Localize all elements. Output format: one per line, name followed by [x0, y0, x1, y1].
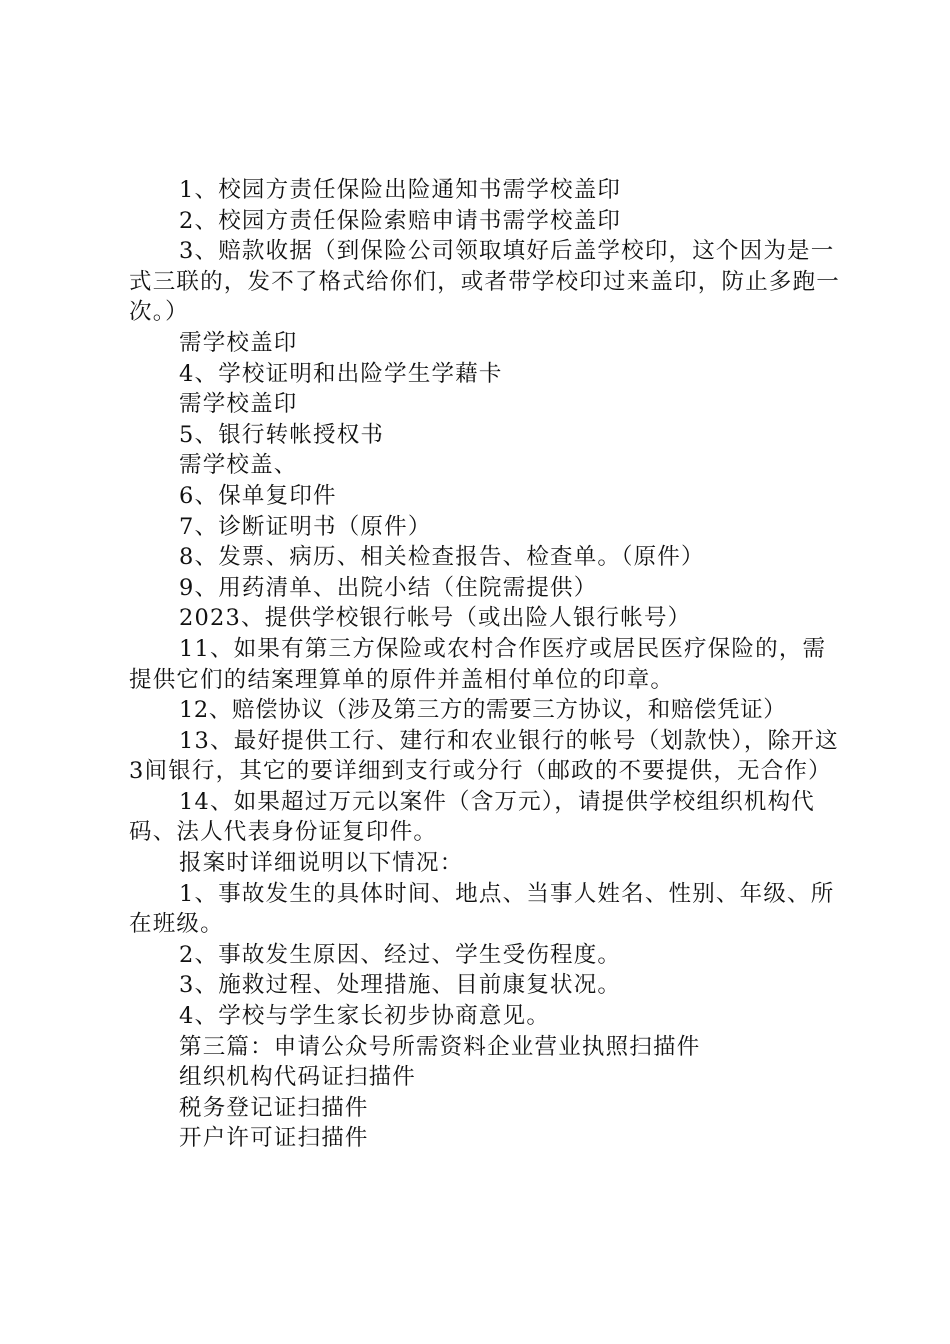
paragraph-6: 需学校盖印: [179, 391, 298, 418]
paragraph-23: 第三篇：申请公众号所需资料企业营业执照扫描件: [179, 1033, 701, 1060]
paragraph-8: 需学校盖、: [179, 452, 298, 479]
paragraph-26: 开户许可证扫描件: [179, 1125, 369, 1152]
paragraph-19: 1、事故发生的具体时间、地点、当事人姓名、性别、年级、所在班级。: [129, 880, 835, 938]
paragraph-20: 2、事故发生原因、经过、学生受伤程度。: [179, 941, 622, 968]
paragraph-5: 4、学校证明和出险学生学藉卡: [179, 360, 503, 387]
paragraph-21: 3、施救过程、处理措施、目前康复状况。: [179, 972, 622, 999]
paragraph-14: 11、如果有第三方保险或农村合作医疗或居民医疗保险的，需提供它们的结案理算单的原件并盖相付单位的印章。: [129, 635, 827, 693]
paragraph-18: 报案时详细说明以下情况：: [179, 850, 464, 877]
paragraph-1: 1、校园方责任保险出险通知书需学校盖印: [179, 177, 622, 203]
paragraph-10: 7、诊断证明书（原件）: [179, 513, 432, 540]
paragraph-9: 6、保单复印件: [179, 482, 337, 509]
paragraph-17: 14、如果超过万元以案件（含万元），请提供学校组织机构代码、法人代表身份证复印件。: [129, 788, 815, 846]
paragraph-2: 2、校园方责任保险索赔申请书需学校盖印: [179, 207, 622, 234]
paragraph-15: 12、赔偿协议（涉及第三方的需要三方协议，和赔偿凭证）: [179, 697, 787, 724]
document-body: [129, 175, 844, 1154]
paragraph-12: 9、用药清单、出院小结（住院需提供）: [179, 574, 598, 601]
paragraph-16: 13、最好提供工行、建行和农业银行的帐号（划款快），除开这3间银行，其它的要详细到支行或分行（邮政的不要提供，无合作）: [129, 727, 839, 785]
paragraph-3: 3、赔款收据（到保险公司领取填好后盖学校印，这个因为是一式三联的，发不了格式给你们，或者带学校印过来盖印，防止多跑一次。）: [129, 238, 841, 326]
paragraph-11: 8、发票、病历、相关检查报告、检查单。（原件）: [179, 544, 705, 571]
paragraph-13: 2023、提供学校银行帐号（或出险人银行帐号）: [179, 605, 692, 632]
paragraph-22: 4、学校与学生家长初步协商意见。: [179, 1003, 551, 1030]
paragraph-25: 税务登记证扫描件: [179, 1094, 369, 1121]
paragraph-4: 需学校盖印: [179, 329, 298, 356]
paragraph-24: 组织机构代码证扫描件: [179, 1064, 417, 1091]
paragraph-7: 5、银行转帐授权书: [179, 421, 385, 448]
